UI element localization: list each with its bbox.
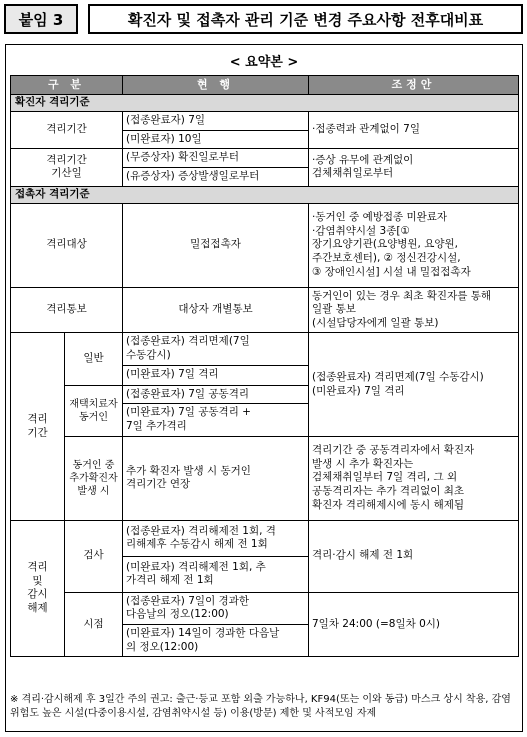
section-confirmed: 확진자 격리기준 [11, 95, 519, 112]
confirmed-start-proposed: ·증상 유무에 관계없이 검체채취일로부터 [309, 149, 519, 186]
contact-target-label: 격리대상 [11, 203, 123, 287]
contact-target-current: 밀접접촉자 [123, 203, 309, 287]
contact-notice-proposed: 동거인이 있는 경우 최초 확진자를 통해 일괄 통보 (시설담당자에게 일괄 통보) [309, 287, 519, 333]
contact-extra-current: 추가 확진자 발생 시 동거인 격리기간 연장 [123, 436, 309, 520]
contact-test-proposed: 격리·감시 해제 전 1회 [309, 520, 519, 592]
col-current: 현 행 [123, 76, 309, 95]
confirmed-period-vacc: (접종완료자) 7일 [123, 112, 309, 131]
contact-notice-current: 대상자 개별통보 [123, 287, 309, 333]
confirmed-period-label: 격리기간 [11, 112, 123, 149]
contact-extra-proposed: 격리기간 중 공동격리자에서 확진자 발생 시 추가 확진자는 검체채취일부터 7일 격리, 그 외 공동격리자는 추가 격리없이 최초 확진자 격리해제시에 동시 해제됨 [309, 436, 519, 520]
footnote: ※ 격리·감시해제 후 3일간 주의 권고: 출근·등교 포함 외출 가능하나, KF94(또는 이와 동급) 마스크 상시 착용, 감염위험도 높은 시설(다중이용시설, 감염취약시설 등) 이용(방문) 제한 및 사적모임 자제 [10, 694, 511, 719]
contact-general-proposed: (접종완료자) 격리면제(7일 수동감시) (미완료자) 7일 격리 [309, 333, 519, 436]
contact-home-unvacc: (미완료자) 7일 공동격리 + 7일 추가격리 [123, 404, 309, 436]
table-header-row [11, 76, 519, 95]
confirmed-period-proposed: ·접종력과 관계없이 7일 [309, 112, 519, 149]
contact-general-label: 일반 [65, 333, 123, 385]
contact-time-label: 시점 [65, 592, 123, 657]
confirmed-start-asym: (무증상자) 확진일로부터 [123, 149, 309, 168]
contact-test-vacc: (접종완료자) 격리해제전 1회, 격 리해제후 수동감시 해제 전 1회 [123, 520, 309, 556]
confirmed-period-unvacc: (미완료자) 10일 [123, 130, 309, 149]
comparison-table [10, 75, 519, 657]
contact-target-proposed: ·동거인 중 예방접종 미완료자 ·감염취약시설 3종[① 장기요양기관(요양병원, 요양원, 주간보호센터), ② 정신건강시설, ③ 장애인시설] 시설 내 밀접접촉자 [309, 203, 519, 287]
contact-test-label: 검사 [65, 520, 123, 592]
contact-home-vacc: (접종완료자) 7일 공동격리 [123, 385, 309, 404]
contact-extra-label: 동거인 중 추가확진자 발생 시 [65, 436, 123, 520]
contact-general-unvacc: (미완료자) 7일 격리 [123, 365, 309, 385]
contact-notice-label: 격리통보 [11, 287, 123, 333]
confirmed-start-label: 격리기간 기산일 [11, 149, 123, 186]
col-proposed: 조정안 [309, 76, 519, 95]
contact-time-vacc: (접종완료자) 7일이 경과한 다음날의 정오(12:00) [123, 592, 309, 624]
confirmed-start-sym: (유증상자) 증상발생일로부터 [123, 167, 309, 186]
contact-time-proposed: 7일차 24:00 (=8일차 0시) [309, 592, 519, 657]
contact-time-unvacc: (미완료자) 14일이 경과한 다음날 의 정오(12:00) [123, 624, 309, 656]
contact-release-group: 격리 및 감시 해제 [11, 520, 65, 657]
col-category: 구 분 [11, 76, 123, 95]
contact-test-unvacc: (미완료자) 격리해제전 1회, 추 가격리 해제 전 1회 [123, 556, 309, 592]
summary-frame [5, 44, 523, 732]
contact-home-label: 재택치료자 동거인 [65, 385, 123, 436]
document-title: 확진자 및 접촉자 관리 기준 변경 주요사항 전후대비표 [88, 4, 523, 34]
section-contact: 접촉자 격리기준 [11, 186, 519, 203]
contact-period-group: 격리 기간 [11, 333, 65, 520]
contact-general-vacc: (접종완료자) 격리면제(7일 수동감시) [123, 333, 309, 365]
attachment-tag: 붙임 3 [4, 4, 78, 34]
summary-title: < 요약본 > [229, 54, 299, 70]
